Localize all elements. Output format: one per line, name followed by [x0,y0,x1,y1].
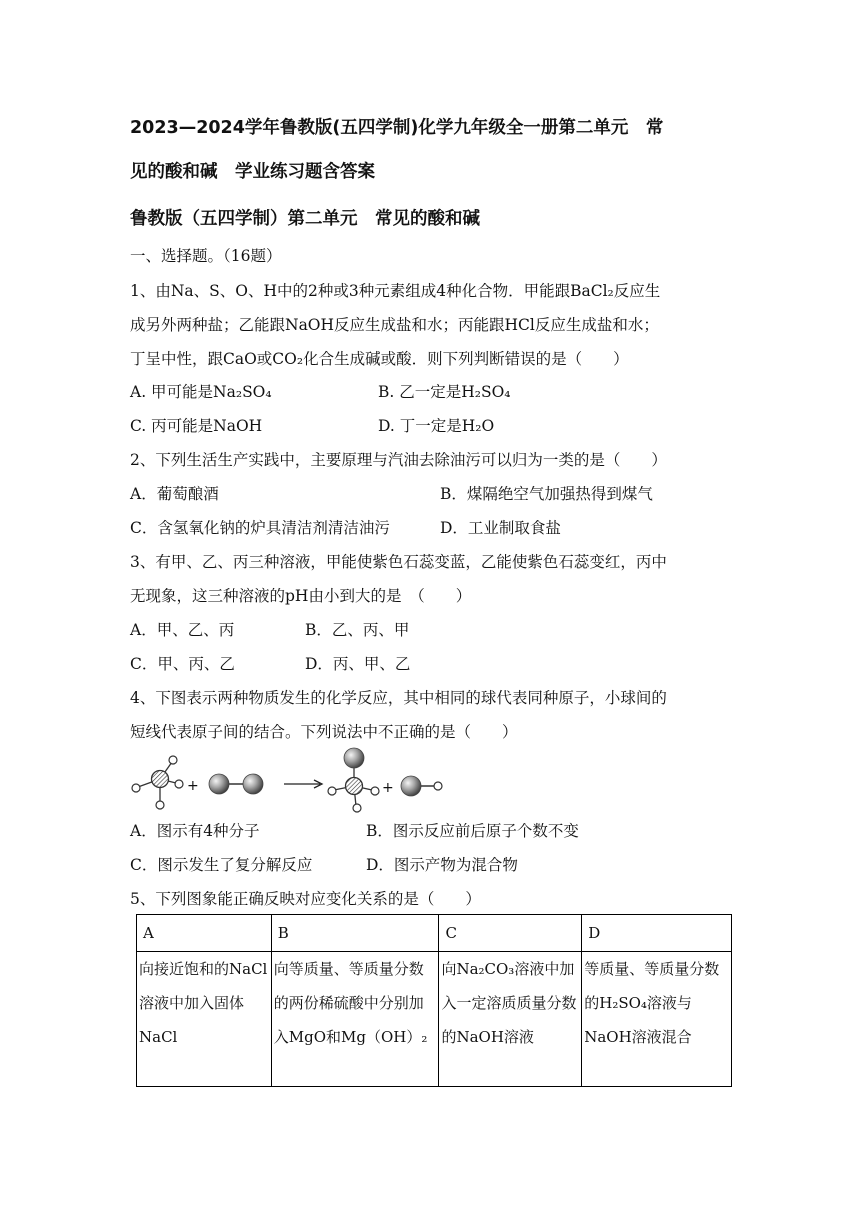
doc-subtitle: 鲁教版（五四学制）第二单元 常见的酸和碱 [130,209,480,229]
q3-stem-line-2: 无现象，这三种溶液的pH由小到大的是 （ ） [130,587,472,605]
table-cell-a: 向接近饱和的NaCl溶液中加入固体NaCl [137,952,272,1087]
product-molecule-2 [401,776,442,796]
q5-stem: 5、下列图象能正确反映对应变化关系的是（ ） [130,890,481,908]
table-cell-c: 向Na₂CO₃溶液中加入一定溶质质量分数的NaOH溶液 [439,952,582,1087]
q1-option-d: D. 丁一定是H₂O [378,417,495,435]
q4-option-b: B．图示反应前后原子个数不变 [366,822,579,840]
table-header-row [137,915,732,952]
q2-option-b: B．煤隔绝空气加强热得到煤气 [440,485,653,503]
q2-option-c: C．含氢氧化钠的炉具清洁剂清洁油污 [130,519,390,537]
product-molecule-1 [328,748,379,812]
reactant-molecule-2 [209,774,263,794]
table-header-cell: C [439,915,582,952]
q4-option-d: D．图示产物为混合物 [366,856,518,874]
q2-option-d: D．工业制取食盐 [440,519,561,537]
q3-option-c: C．甲、丙、乙 [130,655,235,673]
q1-stem-line-3: 丁呈中性，跟CaO或CO₂化合生成碱或酸．则下列判断错误的是（ ） [130,350,629,368]
q4-stem-line-1: 4、下图表示两种物质发生的化学反应，其中相同的球代表同种原子，小球间的 [130,689,667,707]
q1-stem-line-2: 成另外两种盐；乙能跟NaOH反应生成盐和水；丙能跟HCl反应生成盐和水； [130,316,659,334]
q4-option-a: A．图示有4种分子 [130,822,260,840]
q2-option-a: A．葡萄酿酒 [130,485,219,503]
q1-stem-line-1: 1、由Na、S、O、H中的2种或3种元素组成4种化合物．甲能跟BaCl₂反应生 [130,282,661,300]
q2-stem: 2、下列生活生产实践中，主要原理与汽油去除油污可以归为一类的是（ ） [130,451,667,469]
table-header-cell: D [582,915,732,952]
q3-option-b: B．乙、丙、甲 [305,621,410,639]
q1-option-c: C. 丙可能是NaOH [130,417,263,435]
q3-stem-line-1: 3、有甲、乙、丙三种溶液，甲能使紫色石蕊变蓝，乙能使紫色石蕊变红，丙中 [130,553,667,571]
section-heading: 一、选择题。（16题） [130,247,282,265]
q4-option-c: C．图示发生了复分解反应 [130,856,313,874]
table-cell-b: 向等质量、等质量分数的两份稀硫酸中分别加入MgO和Mg（OH）₂ [271,952,439,1087]
doc-title-line-1: 2023—2024学年鲁教版(五四学制)化学九年级全一册第二单元 常 [130,118,664,138]
doc-title-line-2: 见的酸和碱 学业练习题含答案 [130,162,375,182]
q4-stem-line-2: 短线代表原子间的结合。下列说法中不正确的是（ ） [130,723,518,741]
q1-option-b: B. 乙一定是H₂SO₄ [378,383,511,401]
table-row [137,952,732,1087]
table-cell-d: 等质量、等质量分数的H₂SO₄溶液与NaOH溶液混合 [582,952,732,1087]
q1-option-a: A. 甲可能是Na₂SO₄ [130,383,272,401]
plus-sign-2: + [382,780,394,796]
table-header-cell: A [137,915,272,952]
reaction-arrow [284,780,322,788]
q3-option-a: A．甲、乙、丙 [130,621,235,639]
table-header-cell: B [271,915,439,952]
q5-options-table [136,914,732,1087]
q3-option-d: D．丙、甲、乙 [305,655,411,673]
reactant-molecule-1 [132,756,183,809]
reaction-diagram [126,744,446,814]
plus-sign-1: + [187,778,199,794]
